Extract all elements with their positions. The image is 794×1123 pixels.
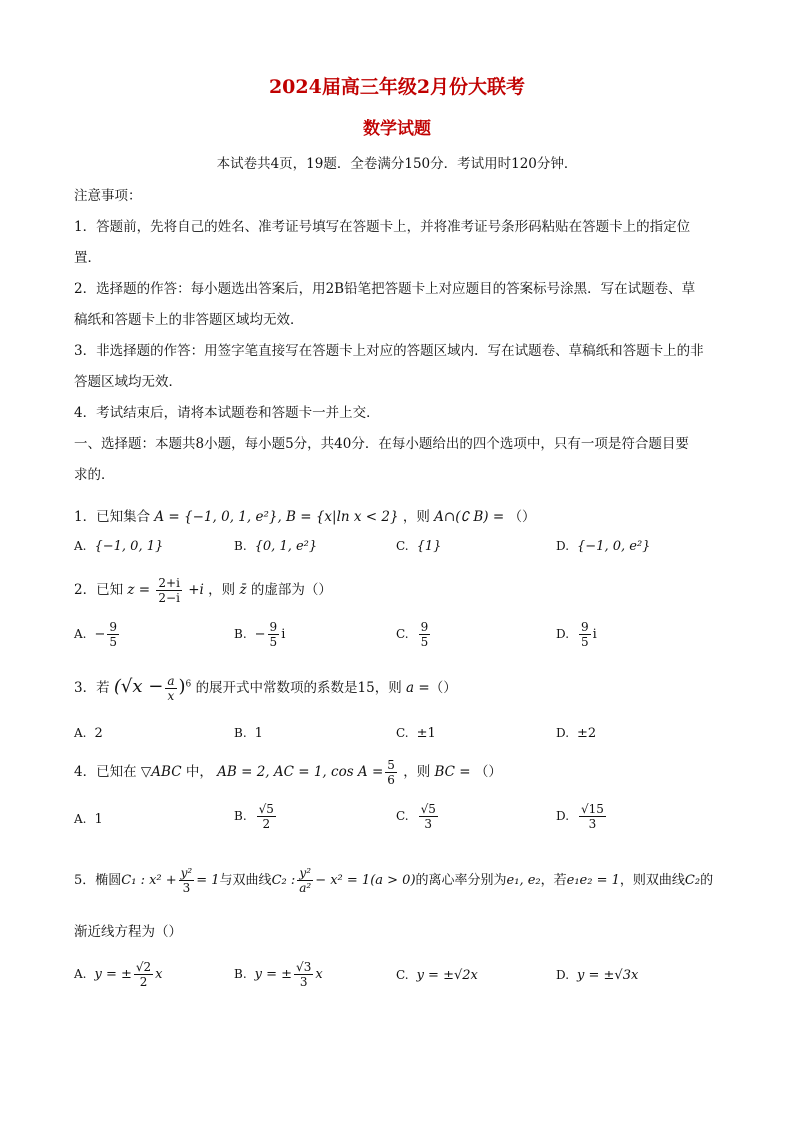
q5-mid2: 的离心率分别为 — [415, 873, 507, 888]
q5-c1: C₁ : x² + — [121, 873, 177, 888]
exam-title: 2024届高三年级2月份大联考 — [268, 76, 526, 98]
q4-option-a — [74, 812, 103, 827]
option-suffix: i — [281, 627, 286, 642]
option-text: {0, 1, e²} — [254, 539, 318, 554]
q5-option-d — [556, 968, 638, 983]
option-prefix: y = ± — [94, 967, 132, 982]
q5-c1-tail: = 1 — [196, 873, 220, 888]
q2-option-b — [234, 620, 285, 649]
denominator: 2 — [262, 817, 271, 831]
q5-c2-tail: − x² = 1(a > 0) — [315, 873, 416, 888]
q1-expression: A∩(∁ B) = — [434, 509, 505, 525]
option-suffix: x — [155, 967, 163, 982]
q5-line-2: 渐近线方程为（） — [74, 924, 182, 940]
option-label: C. — [396, 627, 409, 641]
question-4 — [74, 758, 502, 787]
option-fraction — [294, 960, 313, 989]
option-label: D. — [556, 809, 570, 823]
q5-mid: 与双曲线 — [219, 873, 272, 888]
exam-intro: 本试卷共4页，19题．全卷满分150分．考试用时120分钟． — [216, 156, 578, 172]
denominator: a² — [299, 881, 312, 895]
q3-prefix: 3．若 — [74, 680, 110, 696]
option-fraction — [107, 620, 119, 649]
option-label: C. — [396, 539, 409, 553]
option-text: 1 — [94, 812, 103, 827]
numerator: 5 — [387, 758, 395, 772]
option-label: A. — [74, 967, 87, 981]
note-2-line-2: 稿纸和答题卡上的非答题区域均无效． — [74, 312, 304, 328]
q3-post2: =（） — [418, 680, 457, 696]
note-1-line-2: 置． — [74, 250, 101, 266]
q5-option-a — [74, 960, 163, 989]
q4-mid: 中， — [185, 764, 213, 780]
q4-condition: AB = 2, AC = 1, cos A = — [217, 764, 384, 780]
numerator: 9 — [581, 620, 589, 634]
q5-c1-fraction — [179, 866, 195, 895]
option-suffix: i — [592, 627, 597, 642]
option-label: B. — [234, 726, 247, 740]
numerator: √5 — [258, 802, 274, 816]
note-3-line-1: 3．非选择题的作答：用签字笔直接写在答题卡上对应的答题区域内．写在试题卷、草稿纸和答题卡上的非 — [74, 343, 704, 359]
option-text: y = ±√3x — [577, 968, 639, 983]
section-1-line-2: 求的． — [74, 467, 115, 483]
option-prefix: y = ± — [254, 967, 293, 982]
option-fraction — [579, 802, 606, 831]
q5-c2b: C₂ — [684, 873, 701, 888]
option-sign: − — [254, 627, 266, 642]
q5-option-c — [396, 968, 478, 983]
q4-bc: BC = — [434, 764, 471, 780]
option-fraction — [579, 620, 591, 649]
q4-option-c — [396, 802, 440, 831]
option-text: {−1, 0, 1} — [94, 539, 164, 554]
numerator: 9 — [109, 620, 118, 634]
option-label: A. — [74, 627, 87, 641]
option-label: C. — [396, 726, 409, 740]
q1-blank: （） — [508, 509, 536, 525]
q5-e: e₁, e₂ — [506, 873, 541, 888]
denominator: 2 — [139, 975, 148, 989]
numerator: a — [167, 674, 175, 688]
q4-option-b — [234, 802, 278, 831]
option-label: B. — [234, 539, 247, 553]
q2-zbar: z̄ — [239, 582, 247, 598]
numerator: 2+i — [158, 576, 180, 590]
q5-c2: C₂ : — [271, 873, 296, 888]
denominator: 5 — [420, 635, 429, 649]
option-text: 1 — [254, 726, 263, 741]
numerator: 9 — [420, 620, 429, 634]
option-text: y = ±√2x — [416, 968, 478, 983]
q5-option-b — [234, 960, 323, 989]
question-3 — [74, 674, 457, 703]
q2-tail: +i — [188, 582, 204, 598]
option-text: {1} — [416, 539, 442, 554]
numerator: √5 — [420, 802, 436, 816]
q4-blank: （） — [474, 764, 502, 780]
denominator: 6 — [387, 773, 395, 787]
q3-a: a — [406, 680, 415, 696]
option-text: ±2 — [577, 726, 597, 741]
q5-condition: e₁e₂ = 1 — [566, 873, 620, 888]
q5-c2-fraction — [297, 866, 313, 895]
q4-triangle: ▽ABC — [140, 764, 182, 780]
q3-option-a — [74, 726, 103, 741]
q1-mid: ，则 — [402, 509, 430, 525]
numerator: √3 — [296, 960, 312, 974]
q5-post: 的 — [700, 873, 714, 888]
q2-option-c — [396, 620, 432, 649]
q5-mid4: ，则双曲线 — [619, 873, 685, 888]
denominator: 3 — [424, 817, 433, 831]
note-2-line-1: 2．选择题的作答：每小题选出答案后，用2B铅笔把答题卡上对应题目的答案标号涂黑．写在试题卷、草 — [74, 281, 696, 297]
q2-z: z = — [127, 582, 151, 598]
option-label: C. — [396, 968, 409, 982]
option-label: B. — [234, 627, 247, 641]
q3-close: ) — [178, 676, 186, 697]
option-label: D. — [556, 968, 570, 982]
q1-option-a — [74, 539, 163, 554]
option-fraction — [419, 802, 438, 831]
option-suffix: x — [315, 967, 323, 982]
denominator: 3 — [588, 817, 597, 831]
option-label: D. — [556, 627, 570, 641]
denominator: 3 — [182, 881, 191, 895]
question-2 — [74, 576, 332, 605]
option-label: A. — [74, 726, 87, 740]
option-label: D. — [556, 539, 570, 553]
option-label: A. — [74, 539, 87, 553]
option-sign: − — [94, 627, 106, 642]
denominator: 5 — [109, 635, 118, 649]
q1-option-c — [396, 539, 441, 554]
note-3-line-2: 答题区域均无效． — [74, 374, 182, 390]
option-fraction — [134, 960, 153, 989]
q4-prefix: 4．已知在 — [74, 764, 137, 780]
numerator: √2 — [135, 960, 152, 974]
option-fraction — [257, 802, 276, 831]
q3-post: 的展开式中常数项的系数是15，则 — [195, 680, 402, 696]
section-1-line-1: 一、选择题：本题共8小题，每小题5分，共40分．在每小题给出的四个选项中，只有一项是符合题目要 — [74, 436, 689, 452]
q3-fraction — [165, 674, 176, 703]
q4-post: ，则 — [403, 764, 431, 780]
numerator: 9 — [269, 620, 278, 634]
q3-expression: (√x − — [113, 676, 164, 697]
q1-option-d — [556, 539, 650, 554]
option-label: C. — [396, 809, 409, 823]
option-label: B. — [234, 809, 247, 823]
q2-post2: 的虚部为（） — [250, 582, 332, 598]
option-label: A. — [74, 812, 87, 826]
q3-power: 6 — [185, 679, 192, 690]
option-label: D. — [556, 726, 570, 740]
denominator: x — [167, 689, 175, 703]
denominator: 5 — [581, 635, 589, 649]
option-text: {−1, 0, e²} — [577, 539, 651, 554]
option-fraction — [419, 620, 431, 649]
q2-fraction — [156, 576, 182, 605]
q2-option-d — [556, 620, 597, 649]
q3-option-d — [556, 726, 596, 741]
denominator: 3 — [299, 975, 308, 989]
q2-option-a — [74, 620, 121, 649]
numerator: √15 — [581, 802, 604, 816]
note-4: 4．考试结束后，请将本试题卷和答题卡一并上交． — [74, 405, 380, 421]
q1-option-b — [234, 539, 317, 554]
option-text: 2 — [94, 726, 103, 741]
q4-fraction — [385, 758, 397, 787]
numerator: y² — [180, 866, 193, 880]
question-5 — [74, 866, 713, 895]
q5-mid3: ，若 — [540, 873, 567, 888]
q1-sets: A = {−1, 0, 1, e²}, B = {x|ln x < 2} — [154, 509, 399, 525]
option-label: B. — [234, 967, 247, 981]
q1-prefix: 1．已知集合 — [74, 509, 151, 525]
exam-subtitle: 数学试题 — [363, 119, 431, 139]
note-1-line-1: 1．答题前，先将自己的姓名、准考证号填写在答题卡上，并将准考证号条形码粘贴在答题卡上的指定位 — [74, 219, 691, 235]
question-1 — [74, 505, 535, 525]
q4-option-d — [556, 802, 608, 831]
q3-option-c — [396, 726, 436, 741]
numerator: y² — [299, 866, 312, 880]
denominator: 2−i — [158, 591, 180, 605]
q3-option-b — [234, 726, 263, 741]
notes-heading: 注意事项： — [74, 188, 142, 204]
option-text: ±1 — [416, 726, 436, 741]
option-fraction — [268, 620, 280, 649]
q2-post: ，则 — [208, 582, 236, 598]
q2-prefix: 2．已知 — [74, 582, 124, 598]
denominator: 5 — [269, 635, 278, 649]
q5-prefix: 5．椭圆 — [74, 873, 122, 888]
